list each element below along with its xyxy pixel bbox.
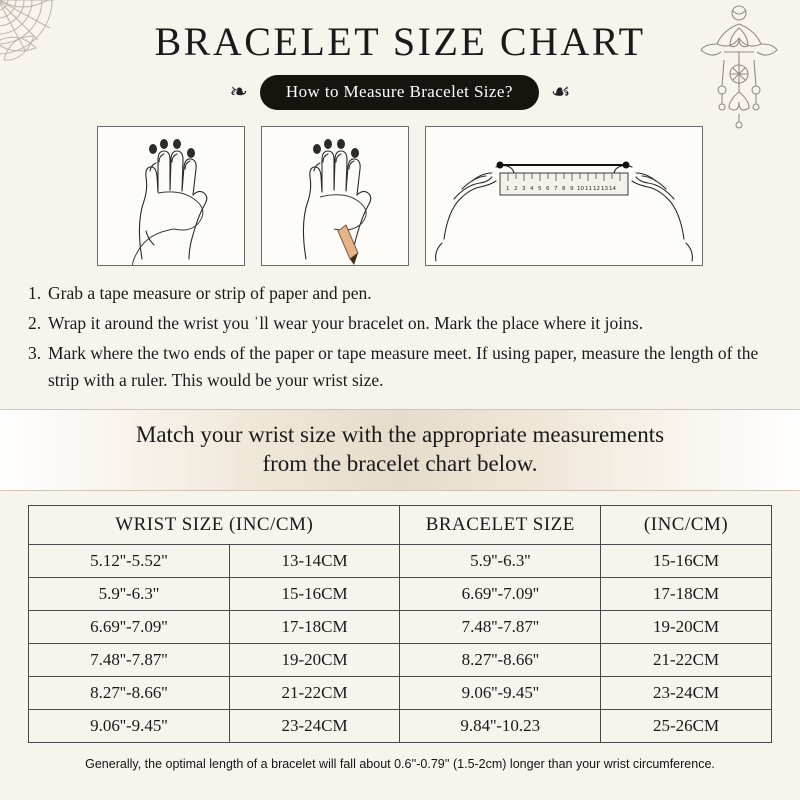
hands-measuring-strip-with-ruler-illustration bbox=[425, 126, 703, 266]
cell-wrist-cm: 23-24CM bbox=[229, 710, 400, 743]
table-row bbox=[29, 644, 772, 677]
step-text: Wrap it around the wrist you ˈll wear your bracelet on. Mark the place where it joins. bbox=[48, 313, 644, 334]
cell-wrist-cm: 17-18CM bbox=[229, 611, 400, 644]
step-text: Grab a tape measure or strip of paper and pen. bbox=[48, 283, 372, 303]
cell-wrist-inch: 5.9''-6.3'' bbox=[29, 578, 230, 611]
size-table bbox=[28, 505, 772, 743]
cell-wrist-inch: 6.69''-7.09'' bbox=[29, 611, 230, 644]
cell-wrist-inch: 7.48''-7.87'' bbox=[29, 644, 230, 677]
cell-bracelet-inch: 5.9''-6.3'' bbox=[400, 545, 601, 578]
illustration-row bbox=[0, 126, 800, 266]
list-item bbox=[28, 310, 772, 337]
cell-wrist-inch: 8.27''-8.66'' bbox=[29, 677, 230, 710]
table-row bbox=[29, 578, 772, 611]
step-number: 3. bbox=[28, 343, 42, 364]
cell-bracelet-cm: 21-22CM bbox=[601, 644, 772, 677]
subtitle-row bbox=[0, 75, 800, 110]
step-text: Mark where the two ends of the paper or tape measure meet. If using paper, measure the length of the strip with a ruler. This would be your wrist size. bbox=[48, 343, 759, 391]
banner-line-2: from the bracelet chart below. bbox=[262, 450, 538, 476]
page-title: BRACELET SIZE CHART bbox=[154, 19, 646, 64]
banner-line-1: Match your wrist size with the appropriate measurements bbox=[135, 421, 665, 447]
column-header-bracelet-units: (INC/CM) bbox=[601, 506, 772, 545]
cell-bracelet-inch: 8.27''-8.66'' bbox=[400, 644, 601, 677]
cell-bracelet-cm: 17-18CM bbox=[601, 578, 772, 611]
svg-text:7: 7 bbox=[554, 186, 558, 192]
svg-text:2: 2 bbox=[514, 186, 518, 192]
list-item bbox=[28, 340, 772, 394]
cell-wrist-inch: 5.12''-5.52'' bbox=[29, 545, 230, 578]
svg-text:8: 8 bbox=[562, 186, 566, 192]
cell-wrist-cm: 13-14CM bbox=[229, 545, 400, 578]
svg-text:10: 10 bbox=[577, 186, 584, 192]
cell-bracelet-inch: 6.69''-7.09'' bbox=[400, 578, 601, 611]
cell-bracelet-inch: 7.48''-7.87'' bbox=[400, 611, 601, 644]
svg-text:4: 4 bbox=[530, 186, 534, 192]
cell-wrist-cm: 19-20CM bbox=[229, 644, 400, 677]
subtitle-pill: How to Measure Bracelet Size? bbox=[260, 75, 539, 110]
cell-bracelet-inch: 9.06''-9.45'' bbox=[400, 677, 601, 710]
match-banner bbox=[0, 409, 800, 492]
svg-text:3: 3 bbox=[522, 186, 526, 192]
svg-text:6: 6 bbox=[546, 186, 550, 192]
svg-text:9: 9 bbox=[570, 186, 574, 192]
cell-wrist-cm: 21-22CM bbox=[229, 677, 400, 710]
svg-text:1: 1 bbox=[506, 186, 510, 192]
step-number: 1. bbox=[28, 283, 42, 303]
footer-note: Generally, the optimal length of a bracelet will fall about 0.6''-0.79'' (1.5-2cm) longer than your wrist circumference. bbox=[85, 757, 715, 772]
table-row bbox=[29, 677, 772, 710]
svg-text:5: 5 bbox=[538, 186, 542, 192]
size-table-wrapper bbox=[28, 505, 772, 743]
list-item bbox=[28, 280, 772, 307]
cell-bracelet-inch: 9.84''-10.23 bbox=[400, 710, 601, 743]
flourish-right-icon: ☙ bbox=[550, 79, 571, 105]
cell-bracelet-cm: 23-24CM bbox=[601, 677, 772, 710]
cell-wrist-inch: 9.06''-9.45'' bbox=[29, 710, 230, 743]
table-header-row bbox=[29, 506, 772, 545]
flourish-left-icon: ❧ bbox=[229, 79, 248, 105]
column-header-wrist-size: WRIST SIZE (INC/CM) bbox=[29, 506, 400, 545]
svg-text:11: 11 bbox=[585, 186, 592, 192]
instructions-list bbox=[28, 280, 772, 395]
column-header-bracelet-size: BRACELET SIZE bbox=[400, 506, 601, 545]
svg-text:14: 14 bbox=[609, 186, 616, 192]
table-row bbox=[29, 545, 772, 578]
cell-bracelet-cm: 15-16CM bbox=[601, 545, 772, 578]
cell-bracelet-cm: 19-20CM bbox=[601, 611, 772, 644]
svg-text:13: 13 bbox=[601, 186, 608, 192]
table-row bbox=[29, 710, 772, 743]
hand-with-paper-strip-illustration bbox=[261, 126, 409, 266]
svg-text:12: 12 bbox=[593, 186, 600, 192]
cell-wrist-cm: 15-16CM bbox=[229, 578, 400, 611]
table-row bbox=[29, 611, 772, 644]
hand-with-tape-measure-illustration bbox=[97, 126, 245, 266]
step-number: 2. bbox=[28, 313, 42, 334]
cell-bracelet-cm: 25-26CM bbox=[601, 710, 772, 743]
